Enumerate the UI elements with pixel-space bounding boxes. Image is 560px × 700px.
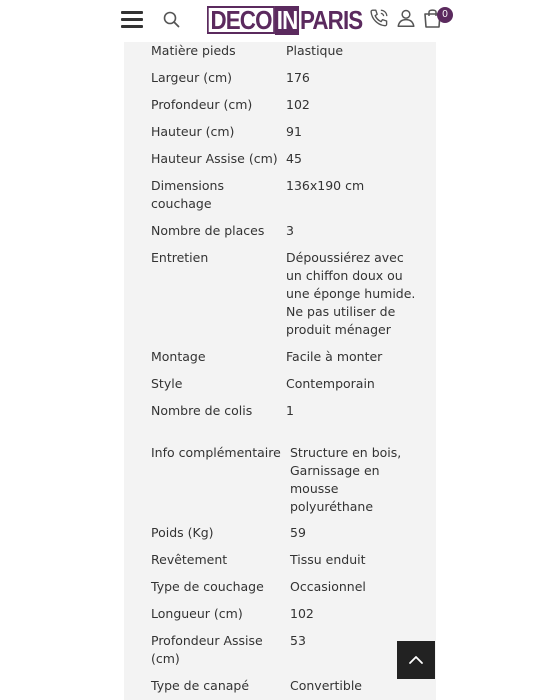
spec-value: Structure en bois, Garnissage en mousse polyuréthane bbox=[290, 445, 402, 514]
spec-label: Largeur (cm) bbox=[151, 70, 233, 85]
spec-label: Type de couchage bbox=[151, 579, 264, 594]
logo-deco-text: DECO bbox=[207, 6, 275, 34]
spec-value: Dépoussiérez avec un chiffon doux ou une éponge humide. Ne pas utiliser de produit ménager bbox=[286, 250, 416, 337]
search-icon[interactable] bbox=[162, 10, 182, 30]
spec-value: 102 bbox=[286, 97, 310, 112]
spec-value: 3 bbox=[286, 223, 294, 238]
spec-label: Dimensions couchage bbox=[151, 178, 224, 211]
phone-icon[interactable] bbox=[368, 7, 390, 29]
spec-label: Revêtement bbox=[151, 552, 228, 567]
spec-label: Profondeur Assise (cm) bbox=[151, 633, 263, 666]
spec-value: Tissu enduit bbox=[290, 552, 366, 567]
spec-label: Type de canapé bbox=[151, 678, 250, 693]
spec-value: Plastique bbox=[286, 43, 344, 58]
spec-value: 59 bbox=[290, 525, 306, 540]
spec-value: 136x190 cm bbox=[286, 178, 365, 193]
spec-label: Entretien bbox=[151, 250, 209, 265]
spec-label: Poids (Kg) bbox=[151, 525, 214, 540]
spec-value: 1 bbox=[286, 403, 294, 418]
logo-paris-text: PARIS bbox=[299, 4, 363, 35]
spec-value: 102 bbox=[290, 606, 314, 621]
spec-value: 91 bbox=[286, 124, 302, 139]
spec-label: Style bbox=[151, 376, 183, 391]
site-logo[interactable] bbox=[207, 6, 362, 34]
hamburger-menu-icon[interactable] bbox=[121, 11, 143, 27]
spec-value: 45 bbox=[286, 151, 302, 166]
spec-label: Profondeur (cm) bbox=[151, 97, 253, 112]
chevron-up-icon bbox=[407, 651, 425, 669]
spec-label: Info complémentaire bbox=[151, 445, 281, 460]
spec-value: Convertible bbox=[290, 678, 362, 693]
spec-label: Longueur (cm) bbox=[151, 606, 243, 621]
site-header bbox=[0, 0, 560, 42]
spec-value: 176 bbox=[286, 70, 310, 85]
back-to-top-button[interactable] bbox=[397, 641, 435, 679]
spec-label: Nombre de colis bbox=[151, 403, 253, 418]
cart-count-badge: 0 bbox=[437, 7, 453, 23]
spec-value: 53 bbox=[290, 633, 306, 648]
spec-label: Hauteur (cm) bbox=[151, 124, 235, 139]
spec-label: Montage bbox=[151, 349, 206, 364]
spec-label: Nombre de places bbox=[151, 223, 265, 238]
logo-in-text: IN bbox=[276, 4, 298, 35]
spec-value: Occasionnel bbox=[290, 579, 366, 594]
spec-value: Contemporain bbox=[286, 376, 375, 391]
spec-label: Hauteur Assise (cm) bbox=[151, 151, 278, 166]
spec-label: Matière pieds bbox=[151, 43, 236, 58]
spec-value: Facile à monter bbox=[286, 349, 383, 364]
user-account-icon[interactable] bbox=[395, 7, 417, 29]
